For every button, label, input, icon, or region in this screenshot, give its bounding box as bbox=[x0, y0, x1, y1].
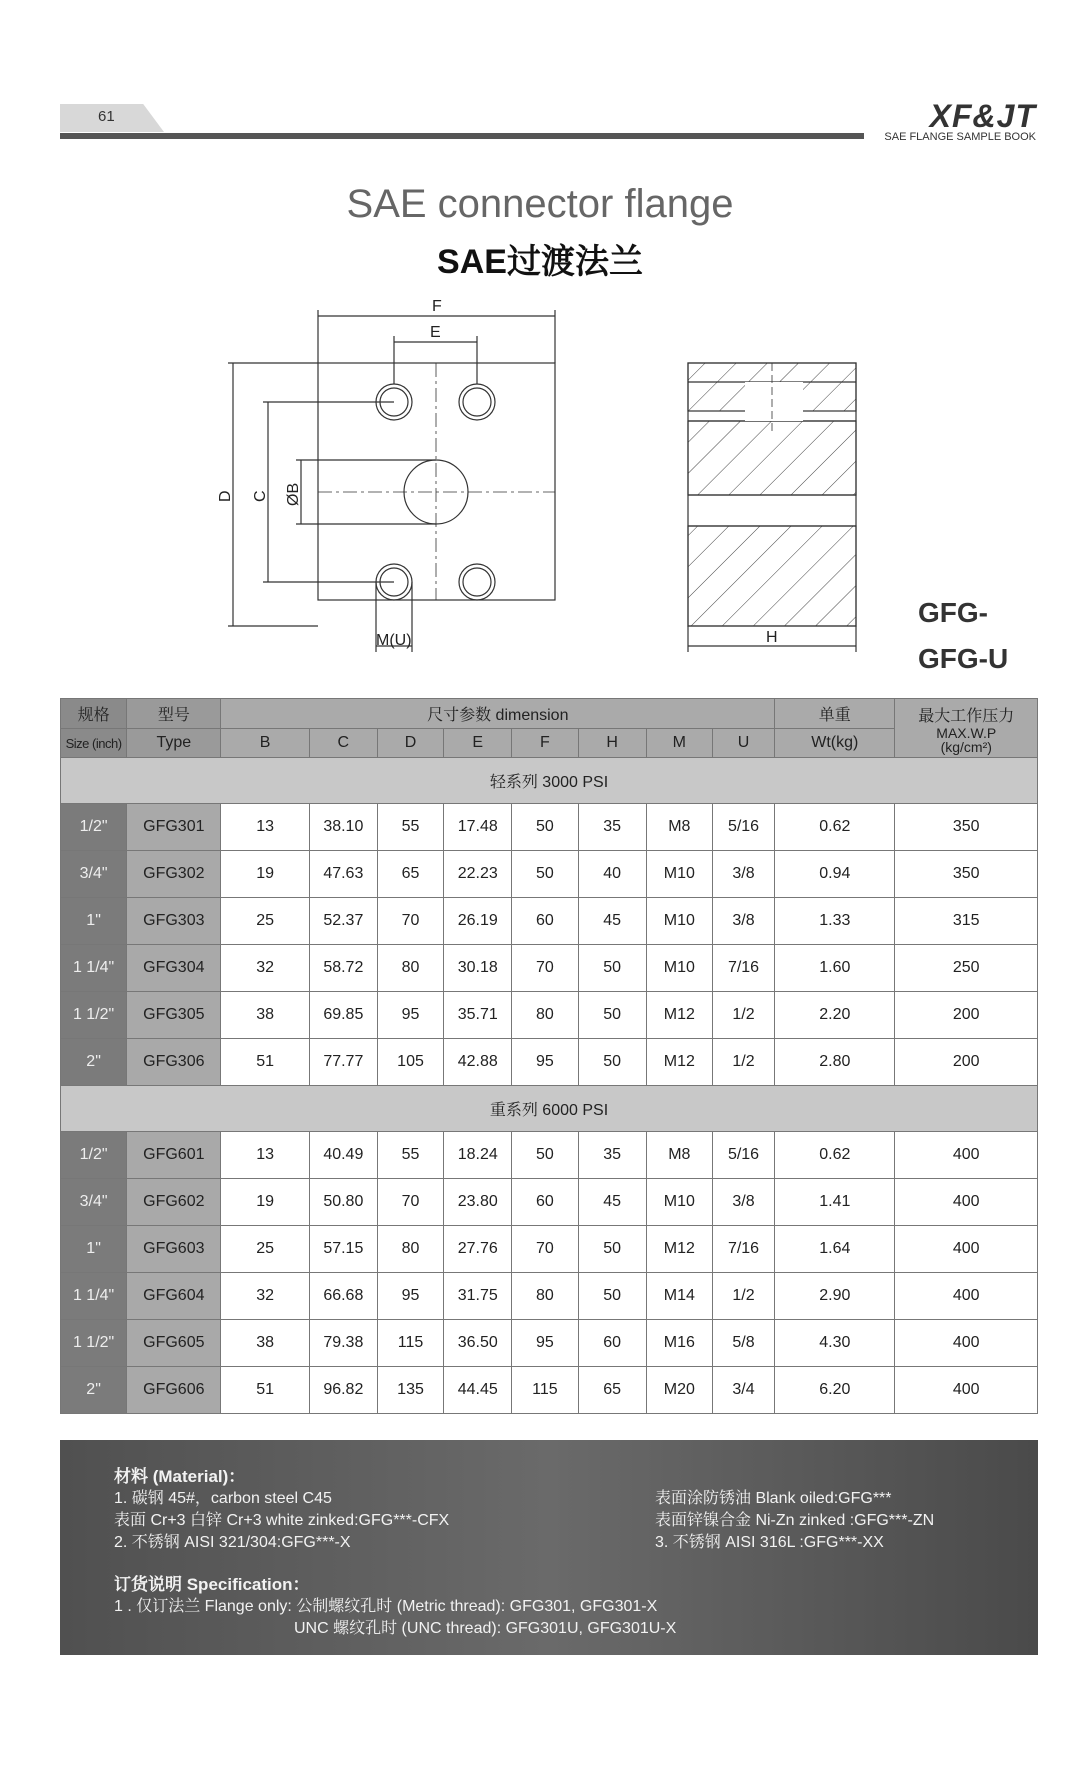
material-line: 1. 碳钢 45#，carbon steel C45 bbox=[114, 1490, 332, 1507]
material-line: 表面 Cr+3 白锌 Cr+3 white zinked:GFG***-CFX bbox=[114, 1512, 450, 1529]
table-cell: 18.24 bbox=[444, 1132, 512, 1179]
table-cell: 65 bbox=[377, 851, 443, 898]
table-cell: 1/2 bbox=[712, 1039, 774, 1086]
table-cell: 27.76 bbox=[444, 1226, 512, 1273]
table-cell: 42.88 bbox=[444, 1039, 512, 1086]
header-dimension: 尺寸参数 dimension bbox=[221, 699, 775, 729]
material-heading: 材料 (Material)： bbox=[114, 1467, 246, 1486]
table-cell: 45 bbox=[578, 898, 646, 945]
page-title-chinese: SAE过渡法兰 bbox=[437, 243, 643, 281]
header-weight-cn: 单重 bbox=[775, 699, 895, 729]
brand-subtitle: SAE FLANGE SAMPLE BOOK bbox=[884, 131, 1036, 143]
cell-size: 1" bbox=[61, 1226, 127, 1273]
cell-type: GFG303 bbox=[127, 898, 221, 945]
table-cell: 5/8 bbox=[712, 1320, 774, 1367]
table-cell: 13 bbox=[221, 804, 309, 851]
table-cell: 60 bbox=[578, 1320, 646, 1367]
table-cell: 26.19 bbox=[444, 898, 512, 945]
table-cell: 200 bbox=[895, 992, 1038, 1039]
table-cell: 47.63 bbox=[309, 851, 377, 898]
table-cell: 25 bbox=[221, 1226, 309, 1273]
table-cell: 2.20 bbox=[775, 992, 895, 1039]
table-cell: 0.62 bbox=[775, 804, 895, 851]
table-cell: 44.45 bbox=[444, 1367, 512, 1414]
table-body bbox=[61, 758, 1038, 1414]
table-cell: 13 bbox=[221, 1132, 309, 1179]
spec-line: 1 . 仅订法兰 Flange only: 公制螺纹孔时 (Metric thread): GFG301, GFG301-X bbox=[114, 1598, 658, 1615]
table-cell: 0.62 bbox=[775, 1132, 895, 1179]
table-cell: M12 bbox=[646, 1226, 712, 1273]
table-cell: 315 bbox=[895, 898, 1038, 945]
dim-label-b: ØB bbox=[285, 482, 302, 506]
table-cell: 135 bbox=[377, 1367, 443, 1414]
table-row bbox=[61, 992, 1038, 1039]
cell-size: 1/2" bbox=[61, 804, 127, 851]
table-cell: 19 bbox=[221, 851, 309, 898]
cell-size: 2" bbox=[61, 1039, 127, 1086]
table-row bbox=[61, 1226, 1038, 1273]
cell-type: GFG605 bbox=[127, 1320, 221, 1367]
table-cell: 95 bbox=[512, 1320, 578, 1367]
table-cell: 66.68 bbox=[309, 1273, 377, 1320]
table-row bbox=[61, 1179, 1038, 1226]
table-row bbox=[61, 1273, 1038, 1320]
front-view bbox=[228, 310, 555, 652]
table-cell: M16 bbox=[646, 1320, 712, 1367]
table-cell: 115 bbox=[377, 1320, 443, 1367]
table-cell: 400 bbox=[895, 1367, 1038, 1414]
table-cell: 52.37 bbox=[309, 898, 377, 945]
table-cell: 80 bbox=[512, 1273, 578, 1320]
table-cell: 400 bbox=[895, 1179, 1038, 1226]
table-cell: 50 bbox=[512, 1132, 578, 1179]
table-header-row-2 bbox=[61, 729, 1038, 758]
flange-body-outline bbox=[318, 363, 555, 600]
table-row bbox=[61, 1132, 1038, 1179]
table-cell: 35 bbox=[578, 804, 646, 851]
table-cell: 79.38 bbox=[309, 1320, 377, 1367]
table-cell: M14 bbox=[646, 1273, 712, 1320]
cell-type: GFG305 bbox=[127, 992, 221, 1039]
table-cell: 50 bbox=[512, 851, 578, 898]
cell-size: 2" bbox=[61, 1367, 127, 1414]
section-view bbox=[688, 363, 856, 652]
header-size: Size (inch) bbox=[61, 729, 127, 758]
table-cell: M8 bbox=[646, 1132, 712, 1179]
cell-type: GFG306 bbox=[127, 1039, 221, 1086]
spec-heading: 订货说明 Specification： bbox=[114, 1575, 310, 1594]
table-cell: 17.48 bbox=[444, 804, 512, 851]
bolt-hole-bottom-right bbox=[459, 564, 495, 600]
table-cell: 4.30 bbox=[775, 1320, 895, 1367]
table-cell: 1.64 bbox=[775, 1226, 895, 1273]
table-cell: 38.10 bbox=[309, 804, 377, 851]
table-cell: 3/8 bbox=[712, 898, 774, 945]
table-cell: M10 bbox=[646, 851, 712, 898]
header-type: Type bbox=[127, 729, 221, 758]
table-cell: 60 bbox=[512, 1179, 578, 1226]
spec-table bbox=[60, 698, 1038, 1414]
series-label: 重系列 6000 PSI bbox=[61, 1086, 1038, 1132]
table-cell: 31.75 bbox=[444, 1273, 512, 1320]
table-row bbox=[61, 1039, 1038, 1086]
table-cell: 55 bbox=[377, 804, 443, 851]
cell-type: GFG606 bbox=[127, 1367, 221, 1414]
table-cell: 95 bbox=[512, 1039, 578, 1086]
table-cell: 80 bbox=[377, 1226, 443, 1273]
table-cell: 95 bbox=[377, 992, 443, 1039]
dim-label-mu: M(U) bbox=[376, 632, 412, 649]
material-line: 3. 不锈钢 AISI 316L :GFG***-XX bbox=[655, 1534, 884, 1551]
table-cell: 1/2 bbox=[712, 992, 774, 1039]
table-cell: 50.80 bbox=[309, 1179, 377, 1226]
header-col-h: H bbox=[578, 729, 646, 758]
table-cell: 23.80 bbox=[444, 1179, 512, 1226]
cell-size: 1/2" bbox=[61, 1132, 127, 1179]
table-cell: 32 bbox=[221, 945, 309, 992]
table-cell: 32 bbox=[221, 1273, 309, 1320]
table-cell: 55 bbox=[377, 1132, 443, 1179]
cell-size: 1 1/2" bbox=[61, 992, 127, 1039]
table-cell: 400 bbox=[895, 1320, 1038, 1367]
header-col-e: E bbox=[444, 729, 512, 758]
cell-type: GFG304 bbox=[127, 945, 221, 992]
table-cell: 2.80 bbox=[775, 1039, 895, 1086]
table-cell: 400 bbox=[895, 1226, 1038, 1273]
header-pressure-en: MAX.W.P bbox=[936, 724, 997, 741]
table-cell: 350 bbox=[895, 851, 1038, 898]
table-cell: 1.41 bbox=[775, 1179, 895, 1226]
material-line: 表面锌镍合金 Ni-Zn zinked :GFG***-ZN bbox=[655, 1512, 935, 1529]
cell-type: GFG602 bbox=[127, 1179, 221, 1226]
table-cell: 70 bbox=[512, 1226, 578, 1273]
table-cell: 5/16 bbox=[712, 804, 774, 851]
header-weight: Wt(kg) bbox=[775, 729, 895, 758]
table-cell: M10 bbox=[646, 945, 712, 992]
table-cell: 38 bbox=[221, 992, 309, 1039]
cell-size: 1 1/2" bbox=[61, 1320, 127, 1367]
table-cell: 36.50 bbox=[444, 1320, 512, 1367]
table-row bbox=[61, 1320, 1038, 1367]
page-title-english: SAE connector flange bbox=[346, 182, 734, 226]
table-cell: 3/4 bbox=[712, 1367, 774, 1414]
table-row bbox=[61, 945, 1038, 992]
header-pressure-unit: (kg/cm²) bbox=[940, 738, 992, 755]
table-cell: 70 bbox=[377, 1179, 443, 1226]
cell-size: 1 1/4" bbox=[61, 1273, 127, 1320]
table-cell: 40.49 bbox=[309, 1132, 377, 1179]
table-cell: 50 bbox=[578, 945, 646, 992]
model-code-unc: GFG-U bbox=[918, 643, 1009, 674]
dim-label-f: F bbox=[432, 298, 442, 315]
table-cell: 80 bbox=[512, 992, 578, 1039]
table-cell: 30.18 bbox=[444, 945, 512, 992]
table-cell: M10 bbox=[646, 898, 712, 945]
table-cell: 70 bbox=[512, 945, 578, 992]
table-cell: 1/2 bbox=[712, 1273, 774, 1320]
table-cell: M8 bbox=[646, 804, 712, 851]
table-cell: 69.85 bbox=[309, 992, 377, 1039]
table-cell: 22.23 bbox=[444, 851, 512, 898]
table-cell: 50 bbox=[578, 1039, 646, 1086]
table-cell: 50 bbox=[578, 1273, 646, 1320]
header-col-b: B bbox=[221, 729, 309, 758]
table-cell: 80 bbox=[377, 945, 443, 992]
table-cell: 77.77 bbox=[309, 1039, 377, 1086]
cell-type: GFG302 bbox=[127, 851, 221, 898]
table-cell: 200 bbox=[895, 1039, 1038, 1086]
table-cell: M12 bbox=[646, 1039, 712, 1086]
table-cell: 65 bbox=[578, 1367, 646, 1414]
table-cell: 70 bbox=[377, 898, 443, 945]
table-cell: 51 bbox=[221, 1039, 309, 1086]
header-col-d: D bbox=[377, 729, 443, 758]
table-cell: 7/16 bbox=[712, 1226, 774, 1273]
header-size-cn: 规格 bbox=[61, 699, 127, 729]
cell-size: 1 1/4" bbox=[61, 945, 127, 992]
material-spec-notes bbox=[60, 1440, 1038, 1655]
header-pressure bbox=[895, 699, 1038, 758]
table-header-row-1 bbox=[61, 699, 1038, 729]
table-cell: 35.71 bbox=[444, 992, 512, 1039]
header-col-m: M bbox=[646, 729, 712, 758]
table-cell: M12 bbox=[646, 992, 712, 1039]
model-code-metric: GFG- bbox=[918, 597, 988, 628]
table-cell: 50 bbox=[512, 804, 578, 851]
cell-size: 1" bbox=[61, 898, 127, 945]
table-cell: 40 bbox=[578, 851, 646, 898]
header-pressure-cn: 最大工作压力 bbox=[918, 707, 1015, 725]
brand-logo: XF&JT bbox=[929, 98, 1036, 134]
cell-size: 3/4" bbox=[61, 1179, 127, 1226]
material-line: 表面涂防锈油 Blank oiled:GFG*** bbox=[655, 1490, 892, 1507]
table-cell: 0.94 bbox=[775, 851, 895, 898]
table-cell: 51 bbox=[221, 1367, 309, 1414]
table-cell: 58.72 bbox=[309, 945, 377, 992]
table-cell: 95 bbox=[377, 1273, 443, 1320]
spec-line: UNC 螺纹孔时 (UNC thread): GFG301U, GFG301U-X bbox=[294, 1620, 677, 1637]
table-cell: M10 bbox=[646, 1179, 712, 1226]
table-cell: 45 bbox=[578, 1179, 646, 1226]
model-codes bbox=[918, 590, 1008, 682]
bolt-hole-top-right bbox=[459, 384, 495, 420]
table-row bbox=[61, 1367, 1038, 1414]
cell-type: GFG301 bbox=[127, 804, 221, 851]
cell-type: GFG604 bbox=[127, 1273, 221, 1320]
series-row bbox=[61, 1086, 1038, 1132]
page-number: 61 bbox=[98, 108, 115, 125]
table-cell: 50 bbox=[578, 1226, 646, 1273]
table-cell: 400 bbox=[895, 1132, 1038, 1179]
table-cell: 250 bbox=[895, 945, 1038, 992]
header-col-f: F bbox=[512, 729, 578, 758]
header-type-cn: 型号 bbox=[127, 699, 221, 729]
table-cell: 3/8 bbox=[712, 1179, 774, 1226]
table-cell: 96.82 bbox=[309, 1367, 377, 1414]
table-cell: M20 bbox=[646, 1367, 712, 1414]
table-row bbox=[61, 804, 1038, 851]
cell-type: GFG601 bbox=[127, 1132, 221, 1179]
header-col-u: U bbox=[712, 729, 774, 758]
table-cell: 350 bbox=[895, 804, 1038, 851]
table-cell: 3/8 bbox=[712, 851, 774, 898]
header-rule bbox=[60, 133, 864, 139]
dim-label-h: H bbox=[766, 629, 778, 646]
series-label: 轻系列 3000 PSI bbox=[61, 758, 1038, 804]
series-row bbox=[61, 758, 1038, 804]
table-cell: 25 bbox=[221, 898, 309, 945]
table-cell: 1.60 bbox=[775, 945, 895, 992]
table-cell: 2.90 bbox=[775, 1273, 895, 1320]
table-cell: 105 bbox=[377, 1039, 443, 1086]
dim-label-d: D bbox=[217, 490, 234, 502]
dim-label-e: E bbox=[430, 324, 441, 341]
table-cell: 115 bbox=[512, 1367, 578, 1414]
table-cell: 35 bbox=[578, 1132, 646, 1179]
table-cell: 1.33 bbox=[775, 898, 895, 945]
table-cell: 7/16 bbox=[712, 945, 774, 992]
header-col-c: C bbox=[309, 729, 377, 758]
table-cell: 38 bbox=[221, 1320, 309, 1367]
material-line: 2. 不锈钢 AISI 321/304:GFG***-X bbox=[114, 1534, 351, 1551]
table-cell: 57.15 bbox=[309, 1226, 377, 1273]
table-cell: 19 bbox=[221, 1179, 309, 1226]
cell-size: 3/4" bbox=[61, 851, 127, 898]
table-row bbox=[61, 851, 1038, 898]
table-cell: 60 bbox=[512, 898, 578, 945]
table-cell: 50 bbox=[578, 992, 646, 1039]
cell-type: GFG603 bbox=[127, 1226, 221, 1273]
table-row bbox=[61, 898, 1038, 945]
table-cell: 5/16 bbox=[712, 1132, 774, 1179]
table-cell: 400 bbox=[895, 1273, 1038, 1320]
dim-label-c: C bbox=[252, 490, 269, 502]
table-cell: 6.20 bbox=[775, 1367, 895, 1414]
